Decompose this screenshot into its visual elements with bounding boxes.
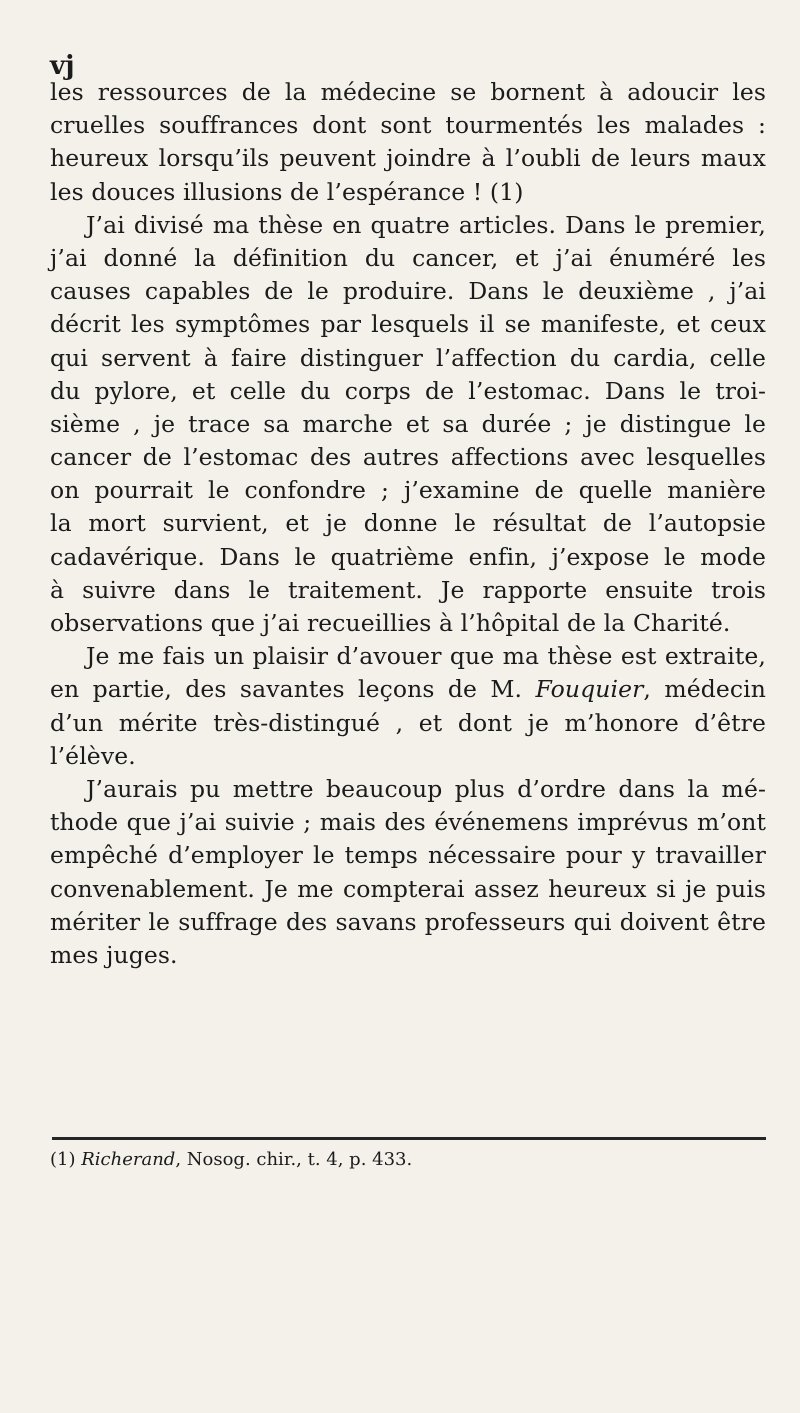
footnote xyxy=(50,1148,412,1172)
text-line: l’élève. xyxy=(50,741,136,770)
text-line: thode que j’ai suivie ; mais des événemens imprévus m’ont xyxy=(50,808,766,837)
footnote-reference: , Nosog. chir., t. 4, p. 433. xyxy=(175,1149,413,1170)
text-line: empêché d’employer le temps nécessaire pour y travailler xyxy=(50,841,766,870)
text-line: J’ai divisé ma thèse en quatre articles. Dans le premier, xyxy=(86,210,766,239)
text-line: cadavérique. Dans le quatrième enfin, j’expose le mode xyxy=(50,542,766,571)
text-line: cruelles souffrances dont sont tourmentés les malades : xyxy=(50,111,766,140)
text-segment: en partie, des savantes leçons de M. xyxy=(50,675,536,704)
text-line: mes juges. xyxy=(50,940,178,969)
text-line xyxy=(50,673,766,706)
text-line: observations que j’ai recueillies à l’hôpital de la Charité. xyxy=(50,609,731,637)
text-line: cancer de l’estomac des autres affections avec lesquelles xyxy=(50,443,766,472)
person-name: Fouquier xyxy=(535,675,644,704)
text-line: J’aurais pu mettre beaucoup plus d’ordre dans la mé- xyxy=(86,774,766,803)
page-number: vj xyxy=(50,51,75,81)
text-line: les douces illusions de l’espérance ! (1) xyxy=(50,177,524,206)
text-line: j’ai donné la définition du cancer, et j’ai énuméré les xyxy=(50,243,766,272)
text-segment: , médecin xyxy=(643,675,766,704)
body-text xyxy=(50,76,766,972)
footnote-rule xyxy=(52,1137,766,1140)
text-line: mériter le suffrage des savans professeurs qui doivent être xyxy=(50,907,766,936)
text-line: causes capables de le produire. Dans le deuxième , j’ai xyxy=(50,277,766,306)
text-line: heureux lorsqu’ils peuvent joindre à l’oubli de leurs maux xyxy=(50,144,766,173)
text-line: on pourrait le confondre ; j’examine de quelle manière xyxy=(50,476,766,505)
text-line: Je me fais un plaisir d’avouer que ma thèse est extraite, xyxy=(86,642,766,671)
text-line: qui servent à faire distinguer l’affection du cardia, celle xyxy=(50,343,766,372)
footnote-marker: (1) xyxy=(50,1149,82,1170)
footnote-author: Richerand xyxy=(81,1149,176,1170)
text-line: la mort survient, et je donne le résultat de l’autopsie xyxy=(50,509,766,538)
text-line: sième , je trace sa marche et sa durée ; je distingue le xyxy=(50,409,766,438)
text-line: à suivre dans le traitement. Je rapporte ensuite trois xyxy=(50,575,766,604)
text-line: les ressources de la médecine se bornent à adoucir les xyxy=(50,78,766,106)
text-line: décrit les symptômes par lesquels il se manifeste, et ceux xyxy=(50,310,766,339)
text-line: d’un mérite très-distingué , et dont je m’honore d’être xyxy=(50,708,766,737)
text-line: du pylore, et celle du corps de l’estomac. Dans le troi- xyxy=(50,376,766,405)
text-line: convenablement. Je me compterai assez heureux si je puis xyxy=(50,874,766,903)
